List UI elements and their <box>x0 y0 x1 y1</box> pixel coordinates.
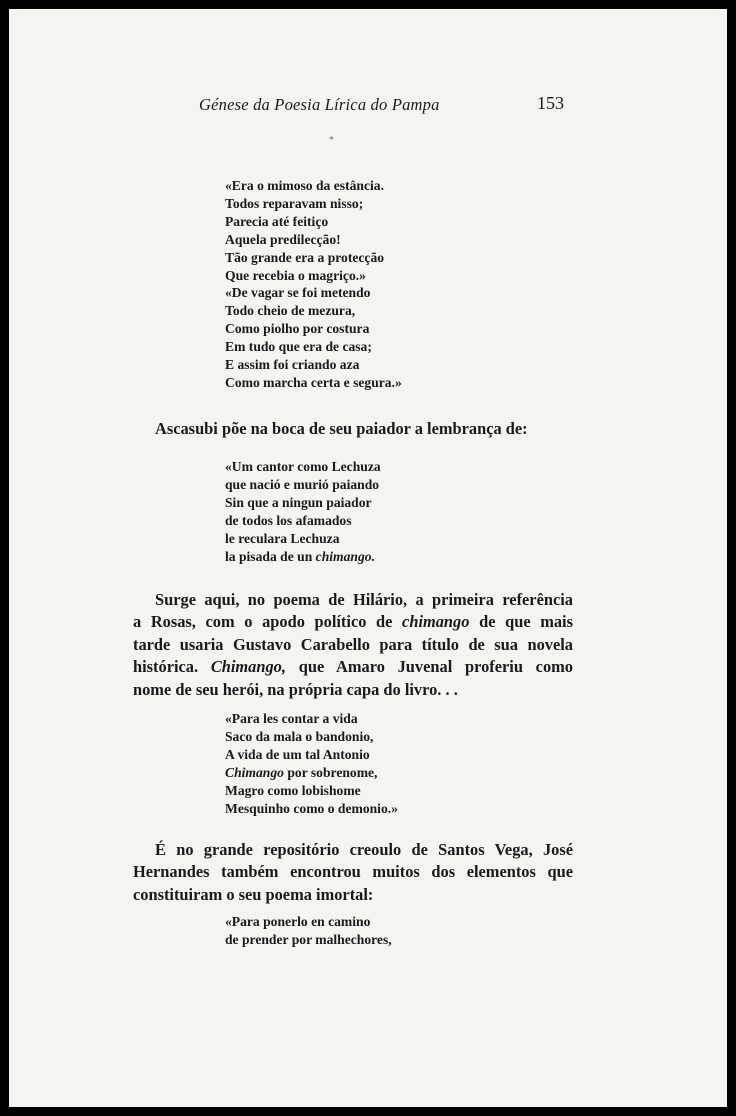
verse-line: de todos los afamados <box>225 512 352 528</box>
verse-line: Parecia até feitiço <box>225 213 329 229</box>
paragraph-line: Hernandes também encontrou muitos dos elementos que <box>133 862 573 882</box>
verse-block-3 <box>225 710 398 817</box>
verse-line: Como piolho por costura <box>225 321 370 337</box>
paragraph-text: que Amaro Juvenal proferiu como <box>285 657 573 677</box>
paragraph-line: Surge aqui, no poema de Hilário, a primeira referência <box>155 590 573 609</box>
paragraph-line <box>133 611 573 633</box>
paragraph-line <box>133 656 573 678</box>
verse-line: Todo cheio de mezura, <box>225 303 356 319</box>
paragraph-2 <box>133 589 573 701</box>
verse-text: por sobrenome, <box>283 764 378 780</box>
paragraph-line: tarde usaria Gustavo Carabello para título de sua novela <box>133 634 573 654</box>
verse-line: que nació e murió paiando <box>225 476 380 492</box>
verse-line: Sin que a ningun paiador <box>225 494 372 510</box>
verse-line: E assim foi criando aza <box>225 357 360 373</box>
asterisk-mark: * <box>329 135 334 146</box>
verse-line: Aquela predilecção! <box>225 231 341 247</box>
paragraph-3 <box>133 839 573 906</box>
italic-word: Chimango, <box>210 657 286 677</box>
verse-text: la pisada de un <box>225 548 316 564</box>
verse-line: Saco da mala o bandonio, <box>225 728 374 744</box>
verse-line: «Para les contar a vida <box>225 711 358 726</box>
verse-block-4 <box>225 913 392 949</box>
paragraph-text: histórica. <box>133 657 211 677</box>
paragraph-line: nome de seu herói, na própria capa do livro. . . <box>133 679 458 699</box>
verse-line: Em tudo que era de casa; <box>225 339 372 355</box>
verse-line: «Era o mimoso da estância. <box>225 178 384 193</box>
paragraph-text: a Rosas, com o apodo político de <box>133 612 403 632</box>
verse-line: Como marcha certa e segura.» <box>225 374 402 390</box>
paragraph-1 <box>133 418 573 440</box>
verse-block-1 <box>225 177 402 392</box>
verse-line: Mesquinho como o demonio.» <box>225 800 398 816</box>
paragraph-line: Ascasubi põe na boca de seu paiador a lembrança de: <box>155 419 528 438</box>
verse-line: Que recebia o magriço.» <box>225 267 366 283</box>
paragraph-line: É no grande repositório creoulo de Santos Vega, José <box>155 840 573 859</box>
italic-word: chimango <box>402 612 470 632</box>
verse-line: «Um cantor como Lechuza <box>225 459 381 474</box>
verse-line: «Para ponerlo en camino <box>225 914 371 929</box>
verse-block-2 <box>225 458 381 565</box>
verse-line <box>225 764 398 782</box>
paragraph-text: de que mais <box>469 612 573 632</box>
running-header: Génese da Poesia Lírica do Pampa <box>199 95 440 114</box>
verse-line: A vida de um tal Antonio <box>225 746 370 762</box>
italic-word: Chimango <box>225 764 284 780</box>
verse-line: le reculara Lechuza <box>225 530 340 546</box>
verse-line <box>225 548 381 566</box>
verse-line: de prender por malhechores, <box>225 931 392 947</box>
verse-line: «De vagar se foi metendo <box>225 285 371 301</box>
verse-line: Magro como lobishome <box>225 782 361 798</box>
page-number: 153 <box>537 93 564 113</box>
verse-line: Todos reparavam nisso; <box>225 195 364 211</box>
italic-word: chimango. <box>315 548 375 564</box>
paragraph-line: constituiram o seu poema imortal: <box>133 884 374 904</box>
book-page <box>9 9 727 1107</box>
verse-line: Tão grande era a protecção <box>225 249 385 265</box>
